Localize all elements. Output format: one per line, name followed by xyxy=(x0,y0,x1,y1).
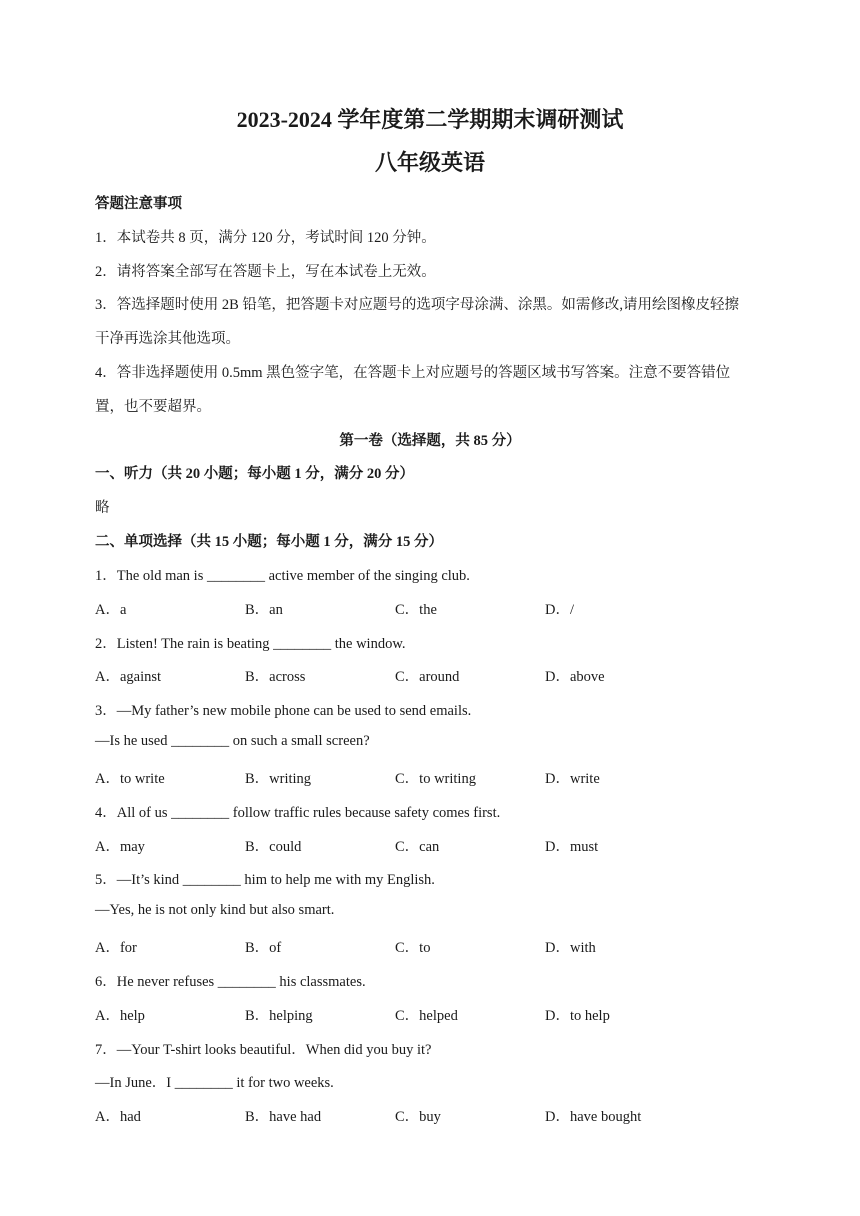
option-b: B．could xyxy=(245,839,302,855)
option-b: B．writing xyxy=(245,771,312,787)
exam-title: 2023-2024 学年度第二学期期末调研测试 xyxy=(236,107,624,132)
option-d: D．write xyxy=(545,771,600,787)
choice-heading: 二、单项选择（共 15 小题；每小题 1 分，满分 15 分） xyxy=(95,534,443,550)
listening-heading: 一、听力（共 20 小题；每小题 1 分，满分 20 分） xyxy=(95,466,414,482)
notice-item: 置，也不要超界。 xyxy=(95,399,211,415)
question-stem: 1．The old man is ________ active member of the singing club. xyxy=(95,568,470,584)
option-c: C．to writing xyxy=(395,771,476,787)
option-d: D．with xyxy=(545,940,596,956)
question-stem-continued: —Yes, he is not only kind but also smart. xyxy=(95,902,335,918)
option-b: B．have had xyxy=(245,1109,322,1125)
question-stem: 5．—It’s kind ________ him to help me with my English. xyxy=(95,872,435,888)
option-a: A．help xyxy=(95,1008,145,1024)
option-c: C．helped xyxy=(395,1008,458,1024)
option-b: B．of xyxy=(245,940,282,956)
notice-item: 2．请将答案全部写在答题卡上，写在本试卷上无效。 xyxy=(95,264,436,280)
option-a: A．for xyxy=(95,940,137,956)
notice-item: 4．答非选择题使用 0.5mm 黑色签字笔，在答题卡上对应题号的答题区域书写答案。注意不要答错位 xyxy=(95,365,731,381)
question-stem: 4．All of us ________ follow traffic rules because safety comes first. xyxy=(95,805,501,821)
listening-note: 略 xyxy=(95,500,110,516)
exam-subtitle: 八年级英语 xyxy=(374,150,485,175)
notice-item: 3．答选择题时使用 2B 铅笔，把答题卡对应题号的选项字母涂满、涂黑。如需修改,请用绘图橡皮轻擦 xyxy=(95,297,740,313)
notice-heading: 答题注意事项 xyxy=(95,196,182,212)
option-d: D．/ xyxy=(545,602,574,618)
question-stem: 2．Listen! The rain is beating ________ the window. xyxy=(95,636,406,652)
option-c: C．can xyxy=(395,839,440,855)
option-b: B．helping xyxy=(245,1008,313,1024)
notice-item: 1．本试卷共 8 页，满分 120 分，考试时间 120 分钟。 xyxy=(95,230,436,246)
option-a: A．a xyxy=(95,602,127,618)
question-stem-continued: —In June．I ________ it for two weeks. xyxy=(95,1075,334,1091)
option-a: A．against xyxy=(95,669,162,685)
option-c: C．around xyxy=(395,669,460,685)
question-stem: 7．—Your T-shirt looks beautiful．When did you buy it? xyxy=(95,1042,432,1058)
option-d: D．to help xyxy=(545,1008,610,1024)
option-a: A．had xyxy=(95,1109,141,1125)
question-stem-continued: —Is he used ________ on such a small screen? xyxy=(95,733,370,749)
question-stem: 3．—My father’s new mobile phone can be used to send emails. xyxy=(95,703,472,719)
option-c: C．the xyxy=(395,602,437,618)
option-c: C．to xyxy=(395,940,431,956)
option-d: D．above xyxy=(545,669,605,685)
option-b: B．an xyxy=(245,602,283,618)
option-c: C．buy xyxy=(395,1109,441,1125)
option-b: B．across xyxy=(245,669,306,685)
option-a: A．to write xyxy=(95,771,165,787)
option-d: D．have bought xyxy=(545,1109,642,1125)
notice-item: 干净再选涂其他选项。 xyxy=(95,331,240,347)
question-stem: 6．He never refuses ________ his classmates. xyxy=(95,974,366,990)
option-a: A．may xyxy=(95,839,145,855)
part-heading: 第一卷（选择题，共 85 分） xyxy=(339,433,521,449)
option-d: D．must xyxy=(545,839,599,855)
